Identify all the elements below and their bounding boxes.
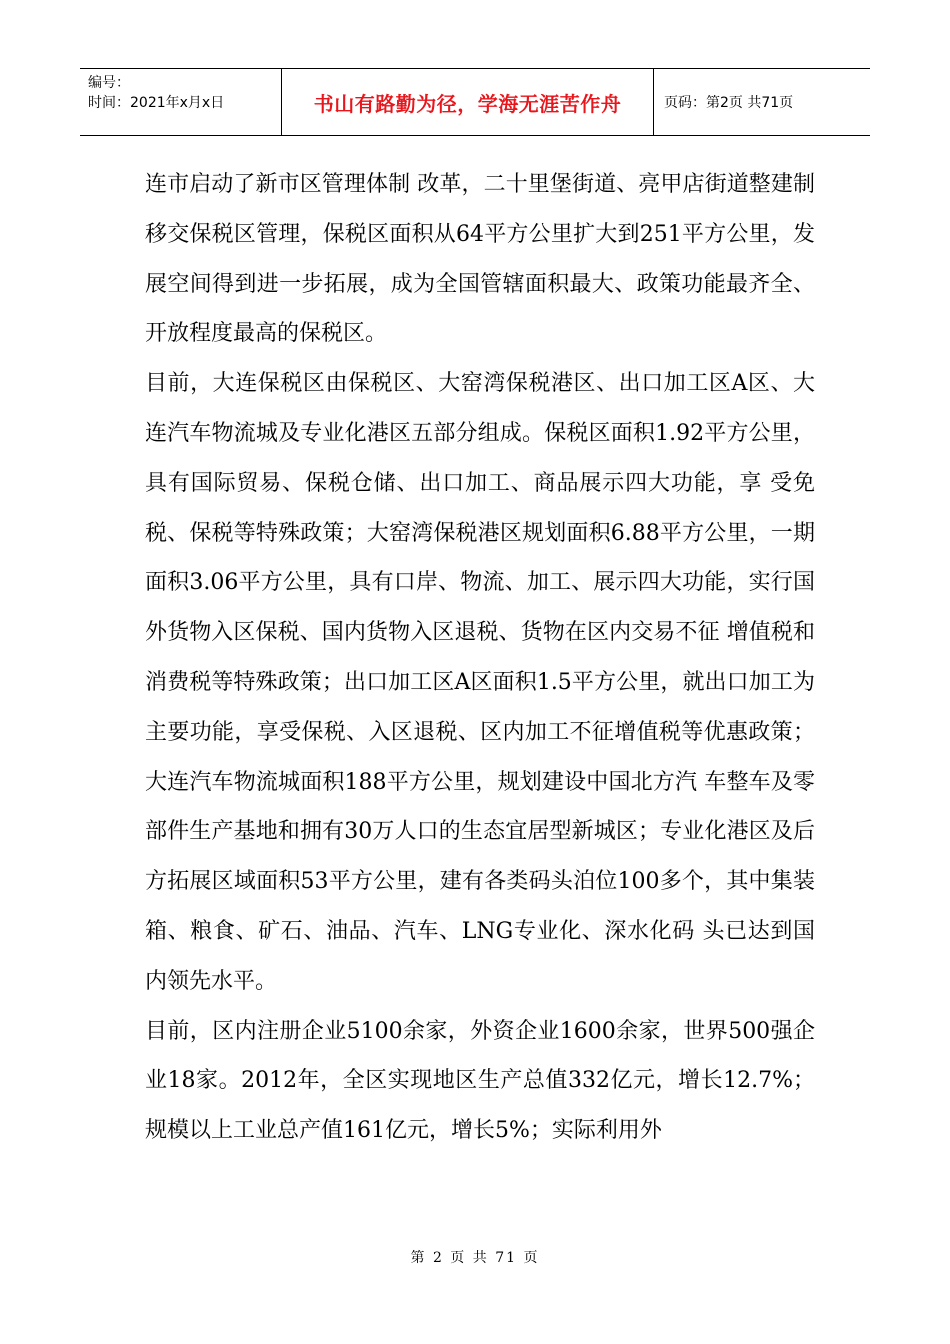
body-paragraph: 目前，区内注册企业5100余家，外资企业1600余家，世界500强企业18家。2012年，全区实现地区生产总值332亿元，增长12.7%；规模以上工业总产值161亿元，增长5%；实际利用外 — [145, 1018, 815, 1144]
document-time-label: 时间：2021年x月x日 — [88, 95, 225, 111]
document-body — [145, 160, 815, 1156]
document-header — [80, 68, 870, 136]
header-page-info: 页码：第2页 共71页 — [664, 95, 794, 111]
document-code-label: 编号： — [88, 75, 130, 91]
body-paragraph: 连市启动了新市区管理体制 改革，二十里堡街道、亮甲店街道整建制移交保税区管理，保税区面积从64平方公里扩大到251平方公里，发展空间得到进一步拓展，成为全国管辖面积最大、政策功能最齐全、开放程度最高的保税区。 — [145, 172, 815, 347]
body-paragraph: 目前，大连保税区由保税区、大窑湾保税港区、出口加工区A区、大连汽车物流城及专业化港区五部分组成。保税区面积1.92平方公里，具有国际贸易、保税仓储、出口加工、商品展示四大功能，享 受免税、保税等特殊政策；大窑湾保税港区规划面积6.88平方公里，一期面积3.06平方公里，具有口岸、物流、加工、展示四大功能，实行国外货物入区保税、国内货物入区退税、货物在区内交易不征 增值税和消费税等特殊政策；出口加工区A区面积1.5平方公里，就出口加工为主要功能，享受保税、入区退税、区内加工不征增值税等优惠政策；大连汽车物流城面积188平方公里，规划建设中国北方汽 车整车及零部件生产基地和拥有30万人口的生态宜居型新城区；专业化港区及后方拓展区域面积53平方公里，建有各类码头泊位100多个，其中集装箱、粮食、矿石、油品、汽车、LNG专业化、深水化码 头已达到国内领先水平。 — [145, 371, 815, 994]
header-meta-cell — [80, 69, 282, 135]
page-footer: 第 2 页 共 71 页 — [410, 1250, 540, 1266]
header-motto: 书山有路勤为径，学海无涯苦作舟 — [282, 69, 654, 135]
